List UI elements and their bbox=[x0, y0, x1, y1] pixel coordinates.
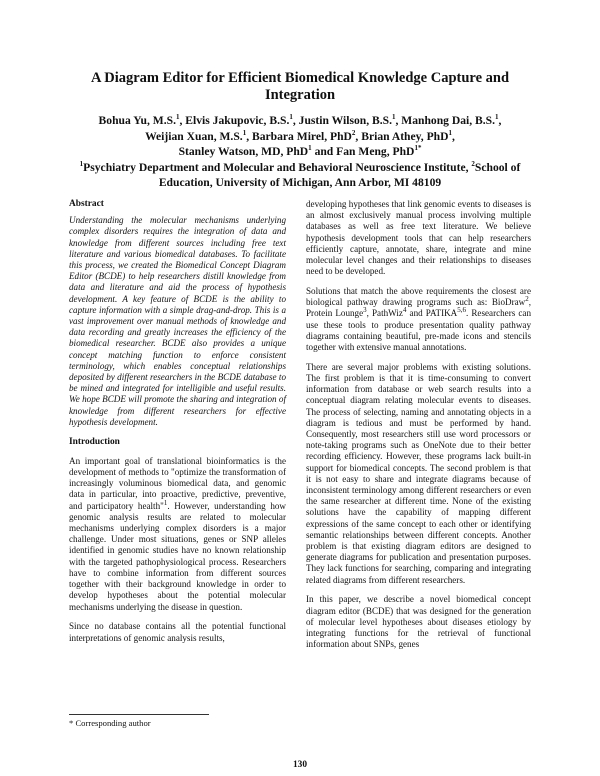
body-text: Solutions that match the above requirements the closest are biological pathway drawing programs such as: BioDraw bbox=[306, 286, 531, 308]
citation-ref: 4 bbox=[402, 306, 407, 315]
affiliation-mark: 2 bbox=[471, 160, 475, 169]
citation-ref: 2 bbox=[525, 295, 529, 304]
footnote-divider bbox=[69, 714, 209, 715]
body-text: . Researchers can use these tools to produce presentation quality pathway diagrams containing beautiful, pre-made icons and stencils together with extensive manual annotations. bbox=[306, 308, 531, 353]
footnote: * Corresponding author bbox=[69, 718, 151, 728]
body-text: and PATIKA bbox=[406, 308, 458, 319]
author-affiliation-mark: 1 bbox=[242, 128, 247, 137]
author-list: Bohua Yu, M.S.$^1$, Elvis Jakupovic, B.S.$^1$, Justin Wilson, B.S.$^1$, Manhong Dai, B.S.$^1$, Weijian Xuan, M.S.$^1$, Barbara Mirel, PhD$^2$, Brian Athey, PhD$^1$, Stanley Watson, MD, PhD$^1$ and Fan Meng, PhD$^{1*}$ bbox=[98, 113, 502, 158]
citation-ref: 1 bbox=[163, 498, 168, 507]
author-name: Weijian Xuan, M.S. bbox=[145, 129, 243, 143]
introduction-heading: Introduction bbox=[69, 436, 120, 447]
author-name: Elvis Jakupovic, B.S. bbox=[185, 114, 290, 127]
abstract-text: Understanding the molecular mechanisms underlying complex disorders requires the integration of data and knowledge from different sources including free text literature and various biomedical databases. To facilitate this process, we created the Biomedical Concept Diagram Editor (BCDE) to help researchers distill knowledge from data and literature and aid the process of hypothesis development. A key feature of BCDE is the ability to capture information with a simple drag-and-drop. This is a vast improvement over manual methods of knowledge and data recording and greatly increases the efficiency of the biomedical researcher. BCDE also provides a unique concept matching function to enforce consistent terminology, which enables conceptual relationships deposited by different researchers in the BCDE database to be mined and integrated for intelligible and useful results. We hope BCDE will promote the sharing and integration of knowledge from different researchers for effective hypothesis development. bbox=[69, 215, 286, 427]
intro-text: An important goal of translational bioinformatics is the development of methods to "optimize the transformation of increasingly voluminous biomedical data, and genomic data in particular, into proactive, predictive, preventive, and participatory health" bbox=[69, 455, 286, 511]
left-column bbox=[69, 199, 286, 652]
author-affiliation-mark: 1 bbox=[308, 144, 312, 153]
author-name: Brian Athey, PhD bbox=[361, 129, 449, 143]
paper-title: A Diagram Editor for Efficient Biomedical Knowledge Capture and Integration bbox=[90, 70, 510, 103]
body-paragraph bbox=[306, 286, 531, 353]
affiliation-text: School of Education, University of Michigan, Ann Arbor, MI 48109 bbox=[158, 161, 521, 189]
abstract-heading: Abstract bbox=[69, 199, 104, 209]
intro-text: . However, understanding how genomic analysis results are related to molecular mechanisms underlying complex disorders is a major challenge. Under most situations, genes or SNP alleles identified in genomic studies have no known relationship with the targeted pathophysiological process. Researchers have to combine information from different sources together with their background knowledge in order to develop hypotheses about the potential molecular mechanisms underlying the disease in question. bbox=[69, 500, 287, 612]
intro-paragraph: Since no database contains all the potential functional interpretations of genomic analysis results, bbox=[69, 621, 286, 643]
affiliation-text: Psychiatry Department and Molecular and Behavioral Neuroscience Institute, bbox=[83, 161, 469, 174]
body-text: , Protein Lounge bbox=[306, 297, 531, 319]
page-number: 130 bbox=[292, 760, 308, 770]
citation-ref: 5,6 bbox=[457, 306, 466, 315]
author-affiliation-mark: 1 bbox=[175, 113, 180, 122]
author-name: Fan Meng, PhD bbox=[336, 145, 415, 158]
body-paragraph: There are several major problems with existing solutions. The first problem is that it is time-consuming to convert information from database or web search results into a conceptual diagram relating molecular events to diseases. The process of selecting, naming and annotating objects in a diagram is tedious and must be performed by hand. Consequently, most researchers still use word processors or note-taking programs such as OneNote due to their better recording efficiency. However, these programs lack built-in support for biomedical concepts. The second problem is that it is not easy to share and integrate diagrams because of inconsistent terminology among different researchers or even the same researcher at different time. None of the existing solutions have the capability of mapping different expressions of the same concept to each other or identifying semantic relationships between different concepts. Another problem is that existing diagram editors are designed to generate diagrams for publication and presentation purposes. They lack functions for searching, comparing and integrating related diagrams from different researchers. bbox=[306, 361, 531, 585]
author-conjunction: and bbox=[314, 145, 334, 158]
affiliation-mark: 1 bbox=[79, 160, 84, 169]
author-name: Barbara Mirel, PhD bbox=[251, 129, 352, 143]
affiliation bbox=[62, 160, 538, 190]
author-name: Bohua Yu, M.S. bbox=[98, 114, 176, 127]
author-name: Stanley Watson, MD, PhD bbox=[178, 145, 309, 158]
author-affiliation-mark: 1 bbox=[289, 113, 293, 122]
author-affiliation-mark: 1 bbox=[495, 113, 499, 122]
citation-ref: 3 bbox=[363, 306, 367, 315]
intro-paragraph bbox=[69, 456, 286, 613]
body-paragraph: In this paper, we describe a novel biomedical concept diagram editor (BCDE) that was designed for the generation of molecular level hypotheses about diseases etiology by integrating functions for the retrieval of functional information about SNPs, genes bbox=[306, 594, 531, 650]
author-affiliation-mark: 1 bbox=[391, 113, 396, 122]
right-column bbox=[306, 199, 531, 659]
body-text: , PathWiz bbox=[366, 308, 403, 319]
body-paragraph: developing hypotheses that link genomic events to diseases is an almost exclusively manual process involving multiple databases as well as free text literature. We believe hypothesis development tools that can help researchers efficiently capture, annotate, share, integrate and mine molecular level changes and their relationships to diseases need to be developed. bbox=[306, 199, 531, 277]
author-affiliation-mark: 1* bbox=[414, 144, 422, 153]
author-affiliation-mark: 1 bbox=[448, 128, 453, 137]
author-name: Justin Wilson, B.S. bbox=[298, 114, 392, 127]
author-affiliation-mark: 2 bbox=[351, 128, 356, 137]
author-name: Manhong Dai, B.S. bbox=[401, 114, 496, 127]
